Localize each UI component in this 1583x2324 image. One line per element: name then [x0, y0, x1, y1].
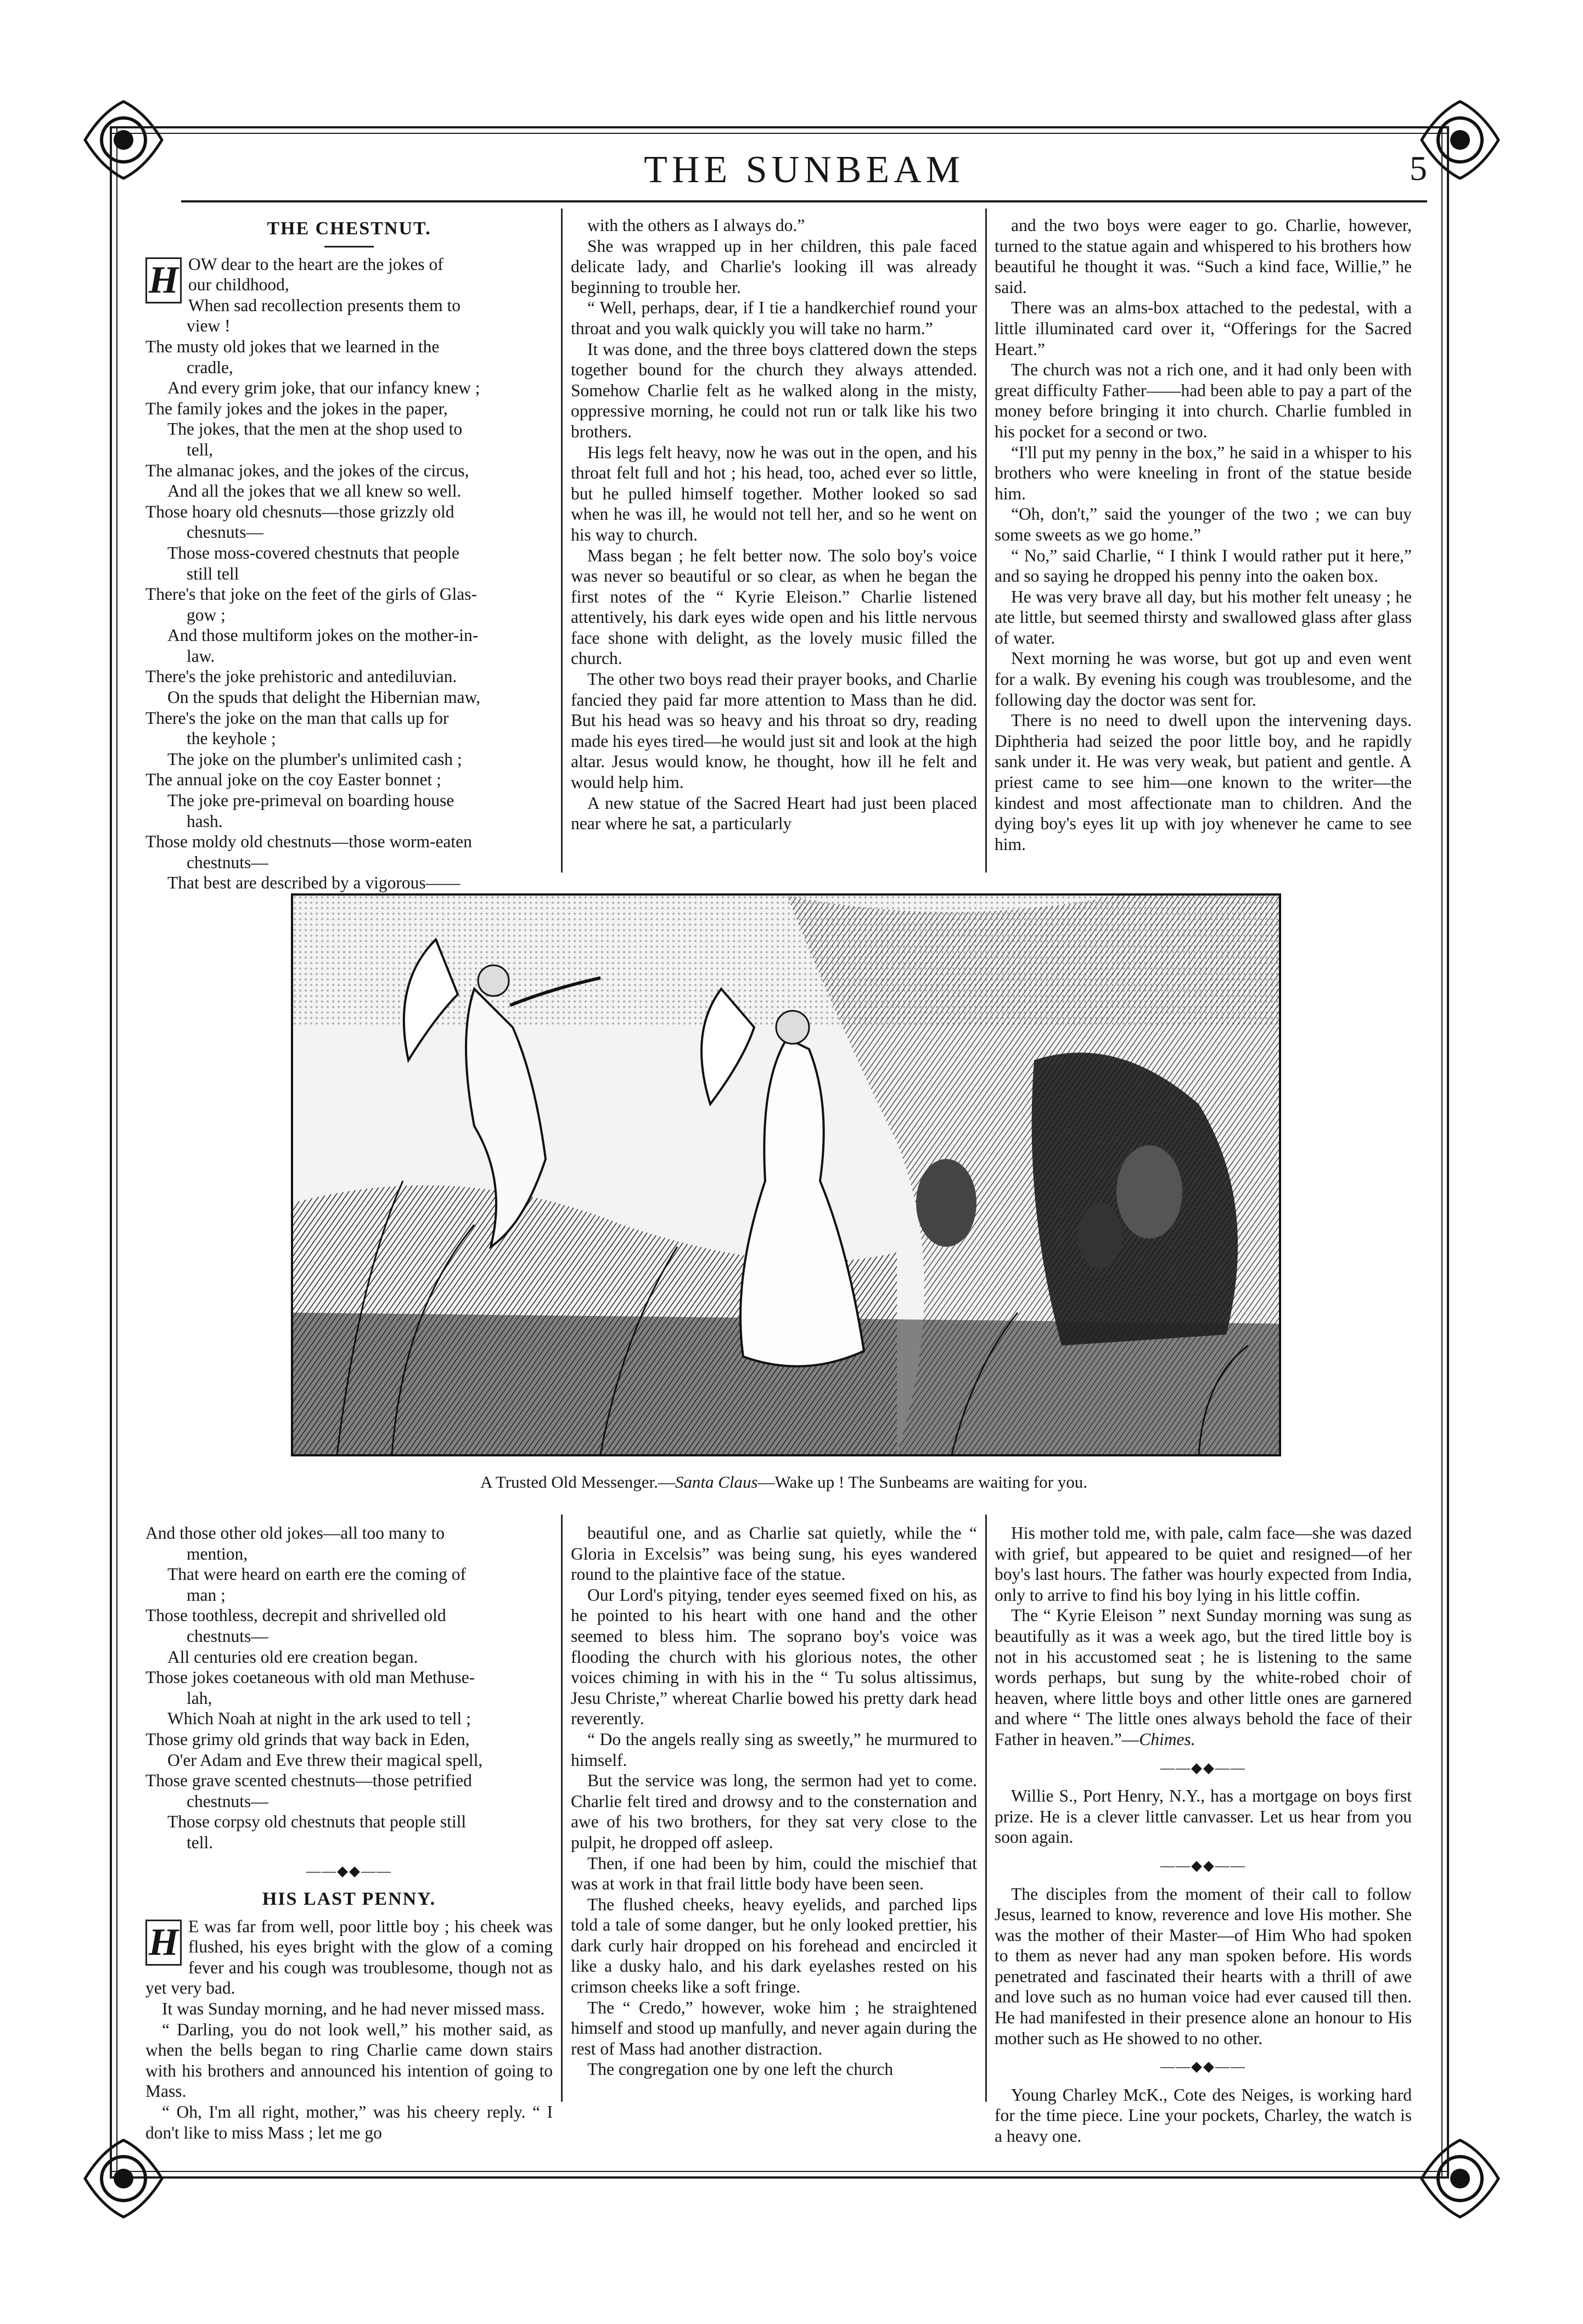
ornament-divider: ——◆◆—— [1160, 1857, 1246, 1873]
story-paragraph: The other two boys read their prayer books, and Charlie fancied they paid far more attention to Mass than he did. But his head was so heavy and his throat so dry, reading made his eyes tired—he would just sit and look at the high altar. Jesus would know, he thought, how ill he felt and would help him. [571, 669, 977, 792]
heading-rule [324, 246, 374, 247]
column-2-top [571, 215, 977, 834]
poem-line: All centuries old ere creation began. [167, 1647, 418, 1667]
story-paragraph: Mass began ; he felt better now. The solo boy's voice was never so beautiful or so clear, as when he began the first notes of the “ Kyrie Eleison.” Charlie listened attentively, his dark eyes wide open and his little nervous face shone with delight, as the lovely music filled the church. [571, 545, 977, 668]
poem-line: Those toothless, decrepit and shrivelled old [145, 1606, 446, 1625]
masthead [181, 148, 1427, 198]
page-number: 5 [1410, 149, 1427, 188]
poem-line: Those moldy old chestnuts—those worm-eaten [145, 832, 472, 852]
story-paragraph: “ Oh, I'm all right, mother,” was his cheery reply. “ I don't like to miss Mass ; let me go [145, 2102, 553, 2142]
story-paragraph: Next morning he was worse, but got up and even went for a walk. By evening his cough was troublesome, and the following day the doctor was sent for. [995, 649, 1412, 710]
poem-line: The jokes, that the men at the shop used to [167, 419, 463, 439]
illustration-caption: A Trusted Old Messenger.—Santa Claus—Wake up ! The Sunbeams are waiting for you. [480, 1472, 1087, 1492]
poem-line: The annual joke on the coy Easter bonnet ; [145, 770, 441, 790]
column-3-top [995, 215, 1412, 854]
ornament-divider: ——◆◆—— [1160, 2058, 1246, 2075]
poem-line: Which Noah at night in the ark used to tell ; [167, 1709, 471, 1729]
story-paragraph: “Oh, don't,” said the younger of the two ; we can buy some sweets as we go home.” [995, 504, 1412, 544]
column-2-bottom [571, 1523, 977, 2080]
story-paragraph: A new statue of the Sacred Heart had just been placed near where he sat, a particularly [571, 793, 977, 834]
poem-line: And all the jokes that we all knew so well. [167, 481, 462, 501]
corner-ornament-icon [74, 2129, 173, 2228]
poem-line: chestnuts— [187, 1791, 268, 1811]
story-paragraph: “I'll put my penny in the box,” he said in a whisper to his brothers who were kneeling in front of the statue beside him. [995, 442, 1412, 503]
story-paragraph: “ Darling, you do not look well,” his mother said, as when the bells began to ring Charlie came down stairs with his brothers and announced his intention of going to Mass. [145, 2019, 553, 2101]
poem-line: cradle, [187, 357, 233, 377]
notice-paragraph: Willie S., Port Henry, N.Y., has a mortgage on boys first prize. He is a clever little canvasser. Let us hear from you soon again. [995, 1786, 1412, 1847]
poem-line: And those multiform jokes on the mother-in- [167, 626, 479, 645]
poem-line: That were heard on earth ere the coming of [167, 1565, 466, 1584]
column-1-top [145, 215, 553, 893]
poem-line: There's the joke prehistoric and antediluvian. [145, 667, 457, 686]
column-divider [985, 1515, 987, 2102]
story-paragraph: Then, if one had been by him, could the mischief that was at work in that frail little body have been seen. [571, 1853, 977, 1894]
poem-line: Those hoary old chesnuts—those grizzly old [145, 502, 454, 521]
poem-line: O'er Adam and Eve threw their magical spell, [167, 1750, 483, 1770]
drop-cap: H [145, 1920, 182, 1966]
story-paragraph: Our Lord's pitying, tender eyes seemed fixed on his, as he pointed to his heart with one hand and the other seemed to bless him. The soprano boy's voice was flooding the church with his glorious notes, the other voices chiming in with his in the “ Tu solus altissimus, Jesu Christe,” whereat Charlie bowed his pretty dark head reverently. [571, 1585, 977, 1729]
poem-line: The joke pre-primeval on boarding house [167, 791, 454, 811]
poem-line: chestnuts— [187, 1626, 268, 1646]
poem-line: our childhood, [188, 275, 289, 295]
column-3-bottom [995, 1523, 1412, 2147]
poem-line: OW dear to the heart are the jokes of [188, 254, 444, 274]
poem-line: When sad recollection presents them to [188, 295, 461, 315]
poem-line: chesnuts— [187, 522, 263, 542]
poem-line: And those other old jokes—all too many to [145, 1523, 445, 1543]
poem-line: the keyhole ; [187, 729, 276, 749]
poem-line: view ! [187, 316, 231, 336]
story-paragraph: It was done, and the three boys clattered down the steps together bound for the church they always attended. Somehow Charlie felt as he walked along in the misty, oppressive morning, he could not run or talk like his two brothers. [571, 339, 977, 441]
story-text [571, 1523, 977, 2080]
story-paragraph: His legs felt heavy, now he was out in the open, and his throat felt full and hot ; his head, too, ached ever so little, but he pulled himself together. Mother looked so sad when he was ill, he would not tell her, and so he went on his way to church. [571, 442, 977, 544]
poem-line: Those corpsy old chestnuts that people still [167, 1812, 467, 1832]
story-paragraph: There is no need to dwell upon the intervening days. Diphtheria had seized the poor little boy, and he rapidly sank under it. He was very weak, but patient and gentle. A priest came to see him—one known to the writer—the kindest and most affectionate man to children. And the dying boy's eyes lit up with joy whenever he came to see him. [995, 711, 1412, 854]
column-divider [985, 209, 987, 873]
poem-line: The musty old jokes that we learned in the [145, 336, 440, 356]
story-paragraph: “ No,” said Charlie, “ I think I would rather put it here,” and so saying he dropped his penny into the oaken box. [995, 545, 1412, 586]
story-paragraph: E was far from well, poor little boy ; his cheek was flushed, his eyes bright with the glow of a coming fever and his cough was troublesome, though not as yet very bad. [145, 1916, 553, 1998]
ornament-divider: ——◆◆—— [306, 1862, 392, 1879]
poem-line: That best are described by a vigorous—— [167, 873, 461, 893]
story-heading: HIS LAST PENNY. [262, 1889, 436, 1910]
poem-line: Those grave scented chestnuts—those petrified [145, 1771, 472, 1791]
masthead-rule [181, 200, 1427, 202]
poem-heading: THE CHESTNUT. [267, 218, 431, 239]
poem-line: And every grim joke, that our infancy knew ; [167, 378, 480, 398]
poem-line: There's the joke on the man that calls up for [145, 708, 449, 728]
poem-line: Those grimy old grinds that way back in Eden, [145, 1729, 470, 1749]
poem-line: The family jokes and the jokes in the paper, [145, 398, 448, 418]
story-paragraph: His mother told me, with pale, calm face—she was dazed with grief, but appeared to be quiet and resigned—of her boy's last hours. The father was hourly expected from India, only to arrive to find his boy lying in his little coffin. [995, 1523, 1412, 1605]
story-paragraph: The church was not a rich one, and it had only been with great difficulty Father——had been able to pay a part of the money before bringing it into church. Charlie fumbled in his pocket for a second or two. [995, 360, 1412, 441]
poem-line: hash. [187, 811, 223, 831]
corner-ornament-icon [74, 91, 173, 189]
story-paragraph: and the two boys were eager to go. Charlie, however, turned to the statue again and whispered to his brothers how beautiful he thought it was. “Such a kind face, Willie,” he said. [995, 216, 1412, 297]
poem-line: On the spuds that delight the Hibernian maw, [167, 688, 481, 707]
poem-line: gow ; [187, 605, 226, 624]
story-paragraph: He was very brave all day, but his mother felt uneasy ; he ate little, but seemed thirsty and swallowed glass after glass of water. [995, 587, 1412, 648]
poem-line: still tell [187, 564, 239, 583]
story-paragraph: The congregation one by one left the church [587, 2059, 894, 2079]
story-text [571, 215, 977, 834]
poem-line: chestnuts— [187, 852, 268, 872]
story-paragraph: The “ Credo,” however, woke him ; he straightened himself and stood up manfully, and never again during the rest of Mass had another distraction. [571, 1997, 977, 2058]
story-text [145, 1999, 553, 2143]
poem-line: man ; [187, 1585, 226, 1605]
column-divider [561, 209, 563, 873]
story-paragraph: with the others as I always do.” [587, 216, 805, 235]
source-credit: Chimes. [1139, 1729, 1195, 1749]
ornament-divider: ——◆◆—— [1160, 1759, 1246, 1776]
fairy-illustration [291, 893, 1281, 1456]
column-1-bottom [145, 1523, 553, 2143]
poem-line: There's that joke on the feet of the girls of Glas- [145, 584, 477, 604]
poem-line: law. [187, 646, 215, 666]
notice-paragraph: Young Charley McK., Cote des Neiges, is working hard for the time piece. Line your pockets, Charley, the watch is a heavy one. [995, 2085, 1412, 2146]
story-paragraph: There was an alms-box attached to the pedestal, with a little illuminated card over it, “Offerings for the Sacred Heart.” [995, 298, 1412, 359]
drop-cap: H [145, 257, 182, 303]
poem-line: mention, [187, 1544, 248, 1563]
poem-line: tell, [187, 440, 214, 459]
corner-ornament-icon [1411, 2129, 1509, 2228]
poem-line: The almanac jokes, and the jokes of the circus, [145, 460, 469, 480]
story-paragraph: “ Do the angels really sing as sweetly,” he murmured to himself. [571, 1729, 977, 1770]
poem-line: tell. [187, 1832, 214, 1852]
poem-verses [145, 1523, 553, 1853]
story-text [995, 1523, 1412, 1605]
poem-line: Those jokes coetaneous with old man Methuse- [145, 1668, 475, 1687]
story-paragraph: beautiful one, and as Charlie sat quietly, while the “ Gloria in Excelsis” was being sung, his eyes wandered round to the plaintive face of the statue. [571, 1523, 977, 1584]
poem-line: lah, [187, 1688, 212, 1708]
story-paragraph: It was Sunday morning, and he had never missed mass. [162, 1999, 545, 2019]
poem-line: The joke on the plumber's unlimited cash ; [167, 749, 462, 769]
story-paragraph: The flushed cheeks, heavy eyelids, and parched lips told a tale of some danger, but he only looked prettier, his dark curly hair dropped on his forehead and encircled it like a dusky halo, and his dark eyelashes rested on his crimson cheeks like a soft fringe. [571, 1894, 977, 1997]
poem-verses [145, 254, 553, 893]
story-text [995, 215, 1412, 854]
publication-title: THE SUNBEAM [644, 149, 964, 191]
story-paragraph: She was wrapped up in her children, this pale faced delicate lady, and Charlie's looking ill was already beginning to trouble her. [571, 236, 977, 297]
story-paragraph: But the service was long, the sermon had yet to come. Charlie felt tired and drowsy and to the consternation and awe of his two brothers, for they sat very close to the pulpit, he dropped off asleep. [571, 1771, 977, 1852]
story-paragraph: The “ Kyrie Eleison ” next Sunday morning was sung as beautifully as it was a week ago, but the tired little boy is not in his accustomed seat ; he is listening to the same words perhaps, but sung by the white-robed choir of heaven, where little boys and other little ones are garnered and where “ The little ones always behold the face of their Father in heaven.”—Chimes. [995, 1606, 1412, 1749]
story-paragraph: “ Well, perhaps, dear, if I tie a handkerchief round your throat and you walk quickly you will take no harm.” [571, 298, 977, 338]
column-divider [561, 1515, 563, 2102]
notice-paragraph: The disciples from the moment of their call to follow Jesus, learned to know, reverence and love His mother. She was the mother of their Master—of Him Who had spoken to them as never had any man spoken before. His words penetrated and fascinated their hearts with a thrill of awe and love such as no human voice had ever caused till then. He had manifested in their presence alone an honour to His mother such as He showed to no other. [995, 1884, 1412, 2048]
poem-line: Those moss-covered chestnuts that people [167, 543, 459, 562]
